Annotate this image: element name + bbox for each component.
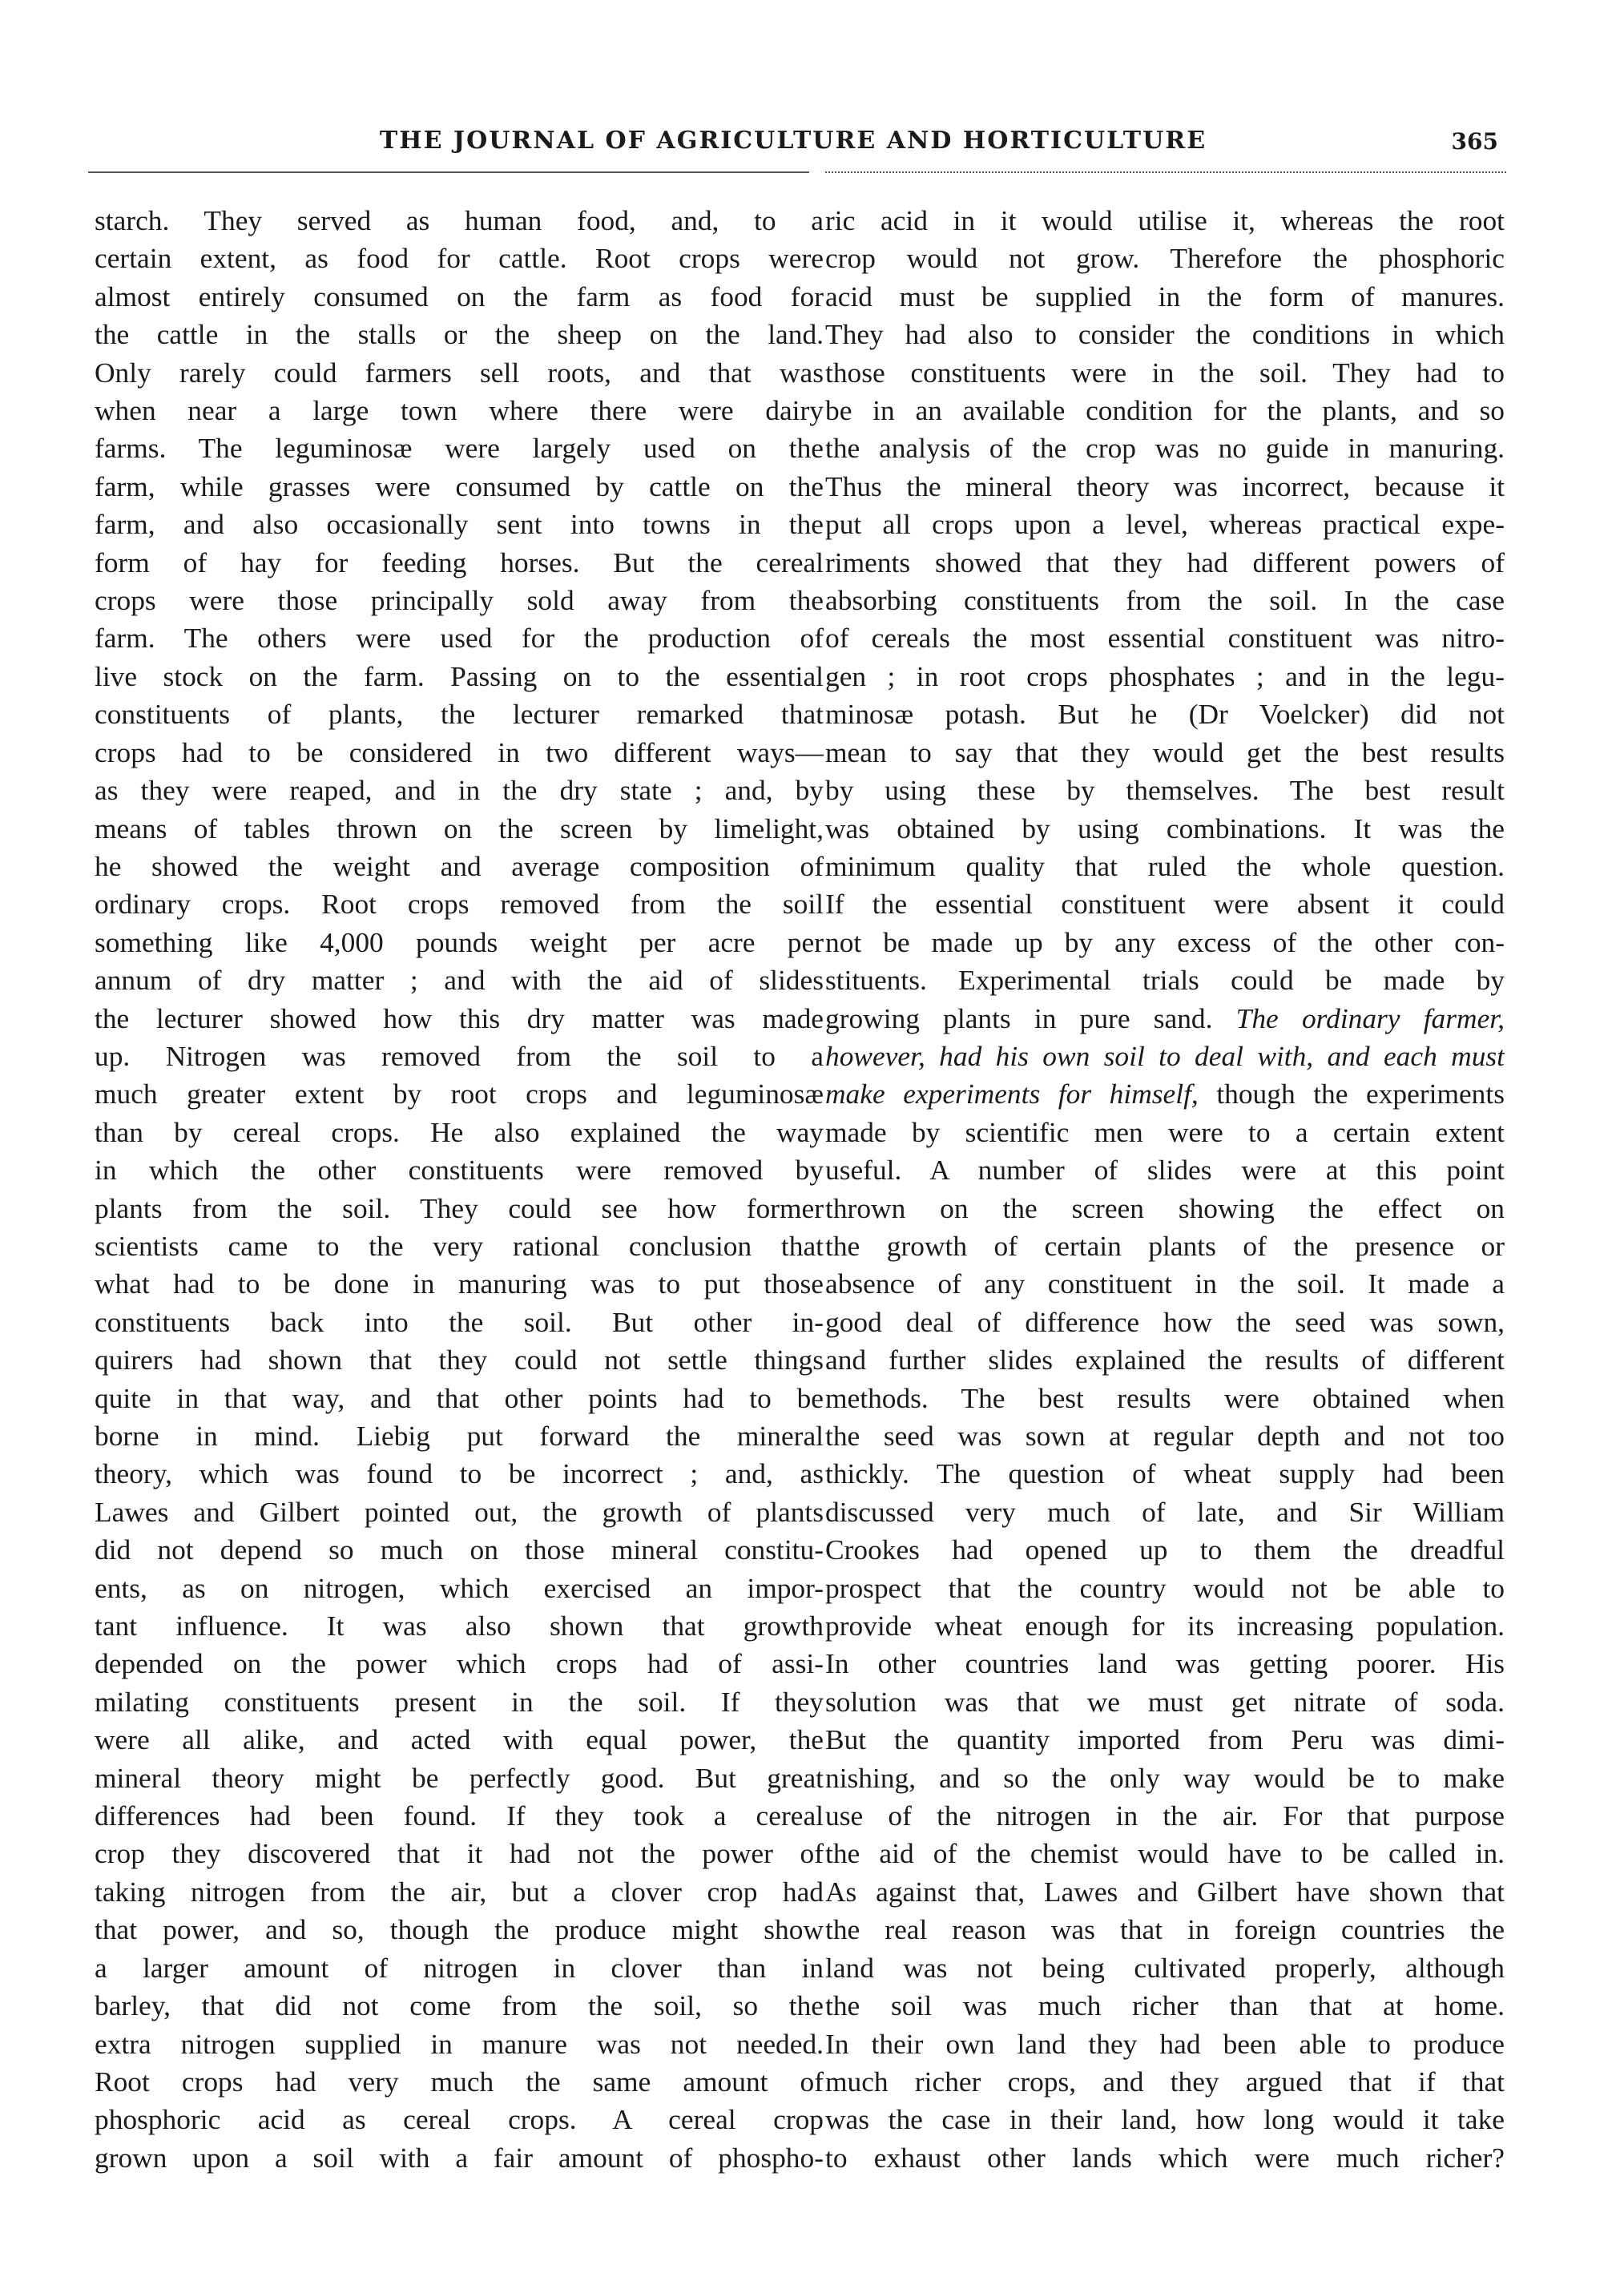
text-line [825, 1038, 1505, 1075]
text-line: of cereals the most essential constituent was nitro- [825, 622, 1505, 655]
right-column [825, 202, 1505, 2221]
text-line: They had also to consider the conditions in which [825, 318, 1505, 351]
text-line: use of the nitrogen in the air. For that purpose [825, 1799, 1505, 1832]
text-line: But the quantity imported from Peru was dimi- [825, 1723, 1505, 1756]
text-line: he showed the weight and average composition of [95, 849, 824, 882]
text-line: absorbing constituents from the soil. In the case [825, 584, 1505, 617]
text-line: as they were reaped, and in the dry state ; and, by [95, 774, 824, 807]
text-line: and further slides explained the results of different [825, 1344, 1505, 1376]
text-line: phosphoric acid as cereal crops. A cereal crop [95, 2103, 824, 2136]
text-line: means of tables thrown on the screen by limelight, [95, 812, 824, 844]
text-line: riments showed that they had different powers of [825, 546, 1505, 578]
page-number: 365 [1451, 128, 1498, 155]
text-line: not be made up by any excess of the other con- [825, 925, 1505, 958]
text-line: the seed was sown at regular depth and not too [825, 1420, 1505, 1452]
text-line: Only rarely could farmers sell roots, and that was [95, 356, 824, 389]
text-line: farms. The leguminosæ were largely used on the [95, 432, 824, 465]
text-line: discussed very much of late, and Sir William [825, 1495, 1505, 1528]
text-line: crops were those principally sold away from the [95, 584, 824, 617]
text-line: when near a large town where there were dairy [95, 394, 824, 427]
text-line: borne in mind. Liebig put forward the mineral [95, 1420, 824, 1452]
text-line: the cattle in the stalls or the sheep on the land. [95, 318, 824, 351]
text-line: taking nitrogen from the air, but a clover crop had [95, 1875, 824, 1908]
text-line: solution was that we must get nitrate of soda. [825, 1685, 1505, 1718]
text-line: depended on the power which crops had of assi- [95, 1647, 824, 1680]
text-line: In other countries land was getting poorer. His [825, 1647, 1505, 1680]
text-line: prospect that the country would not be able to [825, 1571, 1505, 1604]
text-line: was obtained by using combinations. It was the [825, 812, 1505, 844]
text-line: extra nitrogen supplied in manure was not needed. [95, 2027, 824, 2060]
text-line: was the case in their land, how long would it take [825, 2103, 1505, 2136]
text-line: quirers had shown that they could not settle things [95, 1344, 824, 1376]
text-line: mineral theory might be perfectly good. But great [95, 1761, 824, 1794]
text-fragment: though the experiments [1198, 1078, 1505, 1110]
text-line: thickly. The question of wheat supply had been [825, 1457, 1505, 1490]
running-header [88, 120, 1498, 176]
text-line: the real reason was that in foreign countries the [825, 1913, 1505, 1946]
text-line: land was not being cultivated properly, although [825, 1951, 1505, 1984]
text-line: those constituents were in the soil. They had to [825, 356, 1505, 389]
text-line: gen ; in root crops phosphates ; and in the legu- [825, 659, 1505, 692]
text-line: much greater extent by root crops and leguminosæ [95, 1078, 824, 1110]
text-line: be in an available condition for the plants, and so [825, 394, 1505, 427]
text-line: the analysis of the crop was no guide in manuring. [825, 432, 1505, 465]
text-line: grown upon a soil with a fair amount of phospho- [95, 2141, 824, 2174]
text-line: acid must be supplied in the form of manures. [825, 280, 1505, 312]
text-line: the growth of certain plants of the presence or [825, 1229, 1505, 1262]
text-line: live stock on the farm. Passing on to the essential [95, 659, 824, 692]
text-line: growing plants in pure sand. The ordinary farmer, [825, 1002, 1505, 1034]
text-line: constituents of plants, the lecturer remarked that [95, 698, 824, 731]
text-line: crops had to be considered in two different ways— [95, 736, 824, 768]
header-rule-left [88, 171, 809, 173]
text-line: farm. The others were used for the production of [95, 622, 824, 655]
text-line: plants from the soil. They could see how former [95, 1191, 824, 1224]
text-line: to exhaust other lands which were much richer? [825, 2141, 1505, 2174]
text-line: barley, that did not come from the soil, so the [95, 1989, 824, 2022]
text-line: minosæ potash. But he (Dr Voelcker) did not [825, 698, 1505, 731]
text-line: did not depend so much on those mineral constitu- [95, 1533, 824, 1566]
left-column [95, 202, 824, 2221]
text-line: If the essential constituent were absent it could [825, 888, 1505, 921]
text-line: ric acid in it would utilise it, whereas the root [825, 204, 1505, 236]
text-line: quite in that way, and that other points had to be [95, 1381, 824, 1414]
text-line: theory, which was found to be incorrect ; and, as [95, 1457, 824, 1490]
text-line: constituents back into the soil. But other in- [95, 1305, 824, 1338]
text-line: Root crops had very much the same amount of [95, 2065, 824, 2098]
text-line: tant influence. It was also shown that growth [95, 1610, 824, 1642]
text-line: mean to say that they would get the best results [825, 736, 1505, 768]
text-line: put all crops upon a level, whereas practical expe- [825, 508, 1505, 541]
text-line: As against that, Lawes and Gilbert have shown that [825, 1875, 1505, 1908]
text-line: scientists came to the very rational conclusion that [95, 1229, 824, 1262]
text-line: farm, and also occasionally sent into towns in the [95, 508, 824, 541]
text-line: thrown on the screen showing the effect on [825, 1191, 1505, 1224]
text-line: almost entirely consumed on the farm as food for [95, 280, 824, 312]
text-line: Crookes had opened up to them the dreadful [825, 1533, 1505, 1566]
text-line: milating constituents present in the soil. If they [95, 1685, 824, 1718]
text-line: crop would not grow. Therefore the phosphoric [825, 242, 1505, 275]
text-line: crop they discovered that it had not the power of [95, 1837, 824, 1870]
text-line: Lawes and Gilbert pointed out, the growth of plants [95, 1495, 824, 1528]
text-line: what had to be done in manuring was to put those [95, 1267, 824, 1300]
text-line: certain extent, as food for cattle. Root crops were [95, 242, 824, 275]
text-line: useful. A number of slides were at this point [825, 1154, 1505, 1187]
italic-phrase: The ordinary farmer, [1235, 1002, 1505, 1034]
text-line: a larger amount of nitrogen in clover than in [95, 1951, 824, 1984]
text-line: that power, and so, though the produce might show [95, 1913, 824, 1946]
text-line: in which the other constituents were removed by [95, 1154, 824, 1187]
italic-phrase: make experiments for himself, [825, 1078, 1199, 1110]
running-title: THE JOURNAL OF AGRICULTURE AND HORTICULTURE [379, 127, 1207, 155]
text-line: the aid of the chemist would have to be called in. [825, 1837, 1505, 1870]
text-line: up. Nitrogen was removed from the soil to a [95, 1039, 824, 1072]
text-line: provide wheat enough for its increasing population. [825, 1610, 1505, 1642]
text-line: In their own land they had been able to produce [825, 2027, 1505, 2060]
text-line: much richer crops, and they argued that if that [825, 2065, 1505, 2098]
text-line: form of hay for feeding horses. But the cereal [95, 546, 824, 578]
text-line: methods. The best results were obtained when [825, 1381, 1505, 1414]
text-line: ordinary crops. Root crops removed from the soil [95, 888, 824, 921]
text-line: minimum quality that ruled the whole question. [825, 849, 1505, 882]
text-line [825, 1075, 1505, 1113]
text-line: farm, while grasses were consumed by cattle on the [95, 470, 824, 502]
text-line: made by scientific men were to a certain extent [825, 1115, 1505, 1148]
text-line: than by cereal crops. He also explained the way [95, 1115, 824, 1148]
text-line: nishing, and so the only way would be to make [825, 1761, 1505, 1794]
text-line: by using these by themselves. The best result [825, 774, 1505, 807]
text-line: something like 4,000 pounds weight per acre per [95, 925, 824, 958]
text-line: the lecturer showed how this dry matter was made [95, 1002, 824, 1034]
text-line: were all alike, and acted with equal power, the [95, 1723, 824, 1756]
text-line: good deal of difference how the seed was sown, [825, 1305, 1505, 1338]
header-rule-right [825, 171, 1506, 173]
italic-phrase: however, had his own soil to deal with, and each must [825, 1039, 1505, 1072]
text-line: ents, as on nitrogen, which exercised an impor- [95, 1571, 824, 1604]
text-line: annum of dry matter ; and with the aid of slides [95, 964, 824, 997]
text-line: starch. They served as human food, and, to a [95, 204, 824, 236]
text-line: absence of any constituent in the soil. It made a [825, 1267, 1505, 1300]
text-line: differences had been found. If they took a cereal [95, 1799, 824, 1832]
text-line: stituents. Experimental trials could be made by [825, 964, 1505, 997]
text-line: the soil was much richer than that at home. [825, 1989, 1505, 2022]
text-line: Thus the mineral theory was incorrect, because it [825, 470, 1505, 502]
